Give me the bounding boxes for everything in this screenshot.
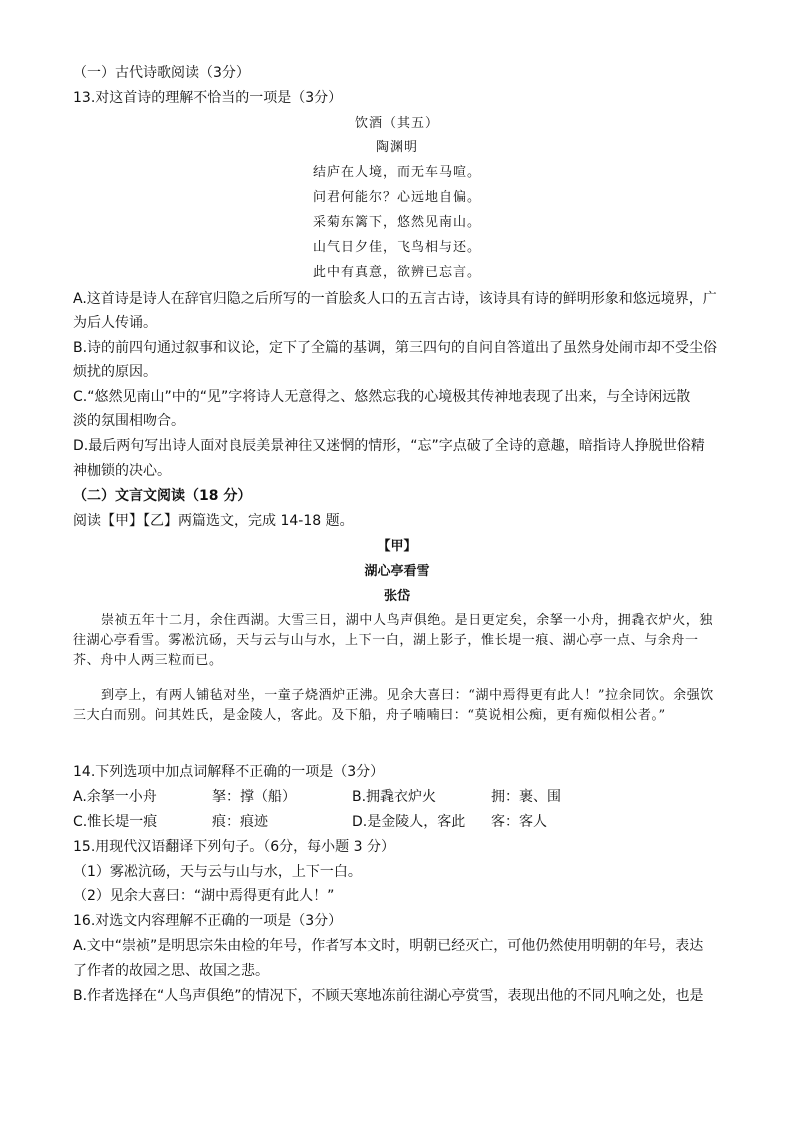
question-15-sentence-1: （1）雾凇沆砀，天与云与山与水，上下一白。 xyxy=(73,864,362,880)
poem-line: 采菊东篱下，悠然见南山。 xyxy=(312,215,481,230)
question-16-stem: 16.对选文内容理解不正确的一项是（3分） xyxy=(73,913,343,929)
section-heading-poetry: （一）古代诗歌阅读（3分） xyxy=(73,65,250,81)
option-14a-text: A.余拏一小舟 xyxy=(73,789,157,805)
passage-paragraph-2: 到亭上，有两人铺毡对坐，一童子烧酒炉正沸。见余大喜曰：“湖中焉得更有此人！”拉余同饮。余强饮三大白而别。问其姓氏，是金陵人，客此。及下船，舟子喃喃曰：“莫说相公痴，更有痴似相公者。” xyxy=(73,688,714,723)
question-13-stem: 13.对这首诗的理解不恰当的一项是（3分） xyxy=(73,90,343,106)
option-16a-line2: 了作者的故园之思、故国之悲。 xyxy=(73,963,269,979)
option-14b-explanation: 拥：裹、围 xyxy=(491,789,561,805)
question-15-sentence-2: （2）见余大喜曰：“湖中焉得更有此人！” xyxy=(73,888,335,904)
option-14c-text: C.惟长堤一痕 xyxy=(73,814,158,830)
option-16b-line1: B.作者选择在“人鸟声俱绝”的情况下，不顾天寒地冻前往湖心亭赏雪，表现出他的不同凡响之处，也是 xyxy=(73,988,704,1004)
section-heading-classical: （二）文言文阅读（18 分） xyxy=(73,488,252,504)
passage-paragraph-1: 崇祯五年十二月，余住西湖。大雪三日，湖中人鸟声俱绝。是日更定矣，余拏一小舟，拥毳衣炉火，独往湖心亭看雪。雾凇沆砀，天与云与山与水，上下一白，湖上影子，惟长堤一痕、湖心亭一点、与余舟一芥、舟中人两三粒而已。 xyxy=(73,613,714,668)
poem-line: 问君何能尔？心远地自偏。 xyxy=(312,190,481,205)
option-13d-line1: D.最后两句写出诗人面对良辰美景神往又迷惘的情形，“忘”字点破了全诗的意趣，暗指诗人挣脱世俗精 xyxy=(73,438,705,454)
poem-line: 山气日夕佳，飞鸟相与还。 xyxy=(312,240,481,255)
poem-author: 陶渊明 xyxy=(375,140,418,155)
reading-instruction: 阅读【甲】【乙】两篇选文，完成 14-18 题。 xyxy=(73,513,354,529)
poem-line: 此中有真意，欲辨已忘言。 xyxy=(312,265,481,280)
option-13c-line2: 淡的氛围相吻合。 xyxy=(73,413,185,429)
option-13a-line2: 为后人传诵。 xyxy=(73,315,157,331)
question-15-stem: 15.用现代汉语翻译下列句子。（6分，每小题 3 分） xyxy=(73,839,395,855)
option-13b-line2: 烦扰的原因。 xyxy=(73,364,157,380)
option-13b-line1: B.诗的前四句通过叙事和议论，定下了全篇的基调，第三四句的自问自答道出了虽然身处闹市却不受尘俗 xyxy=(73,340,718,356)
question-14-stem: 14.下列选项中加点词解释不正确的一项是（3分） xyxy=(73,764,385,780)
poem-line: 结庐在人境，而无车马喧。 xyxy=(312,165,481,180)
passage-label: 【甲】 xyxy=(377,539,417,554)
option-13d-line2: 神枷锁的决心。 xyxy=(73,463,171,479)
option-14c-explanation: 痕：痕迹 xyxy=(212,814,268,830)
option-14a-explanation: 拏：撑（船） xyxy=(212,789,296,805)
option-14d-text: D.是金陵人，客此 xyxy=(352,814,466,830)
option-14d-explanation: 客：客人 xyxy=(491,814,547,830)
passage-author: 张岱 xyxy=(383,589,410,604)
option-16a-line1: A.文中“崇祯”是明思宗朱由检的年号，作者写本文时，明朝已经灭亡，可他仍然使用明朝的年号，表达 xyxy=(73,938,704,954)
option-13c-line1: C.“悠然见南山”中的“见”字将诗人无意得之、悠然忘我的心境极其传神地表现了出来，与全诗闲远散 xyxy=(73,389,691,405)
option-14b-text: B.拥毳衣炉火 xyxy=(352,789,437,805)
poem-title: 饮酒（其五） xyxy=(354,116,439,131)
passage-title: 湖心亭看雪 xyxy=(364,564,430,579)
option-13a-line1: A.这首诗是诗人在辞官归隐之后所写的一首脍炙人口的五言古诗，该诗具有诗的鲜明形象和悠远境界，广 xyxy=(73,291,717,307)
